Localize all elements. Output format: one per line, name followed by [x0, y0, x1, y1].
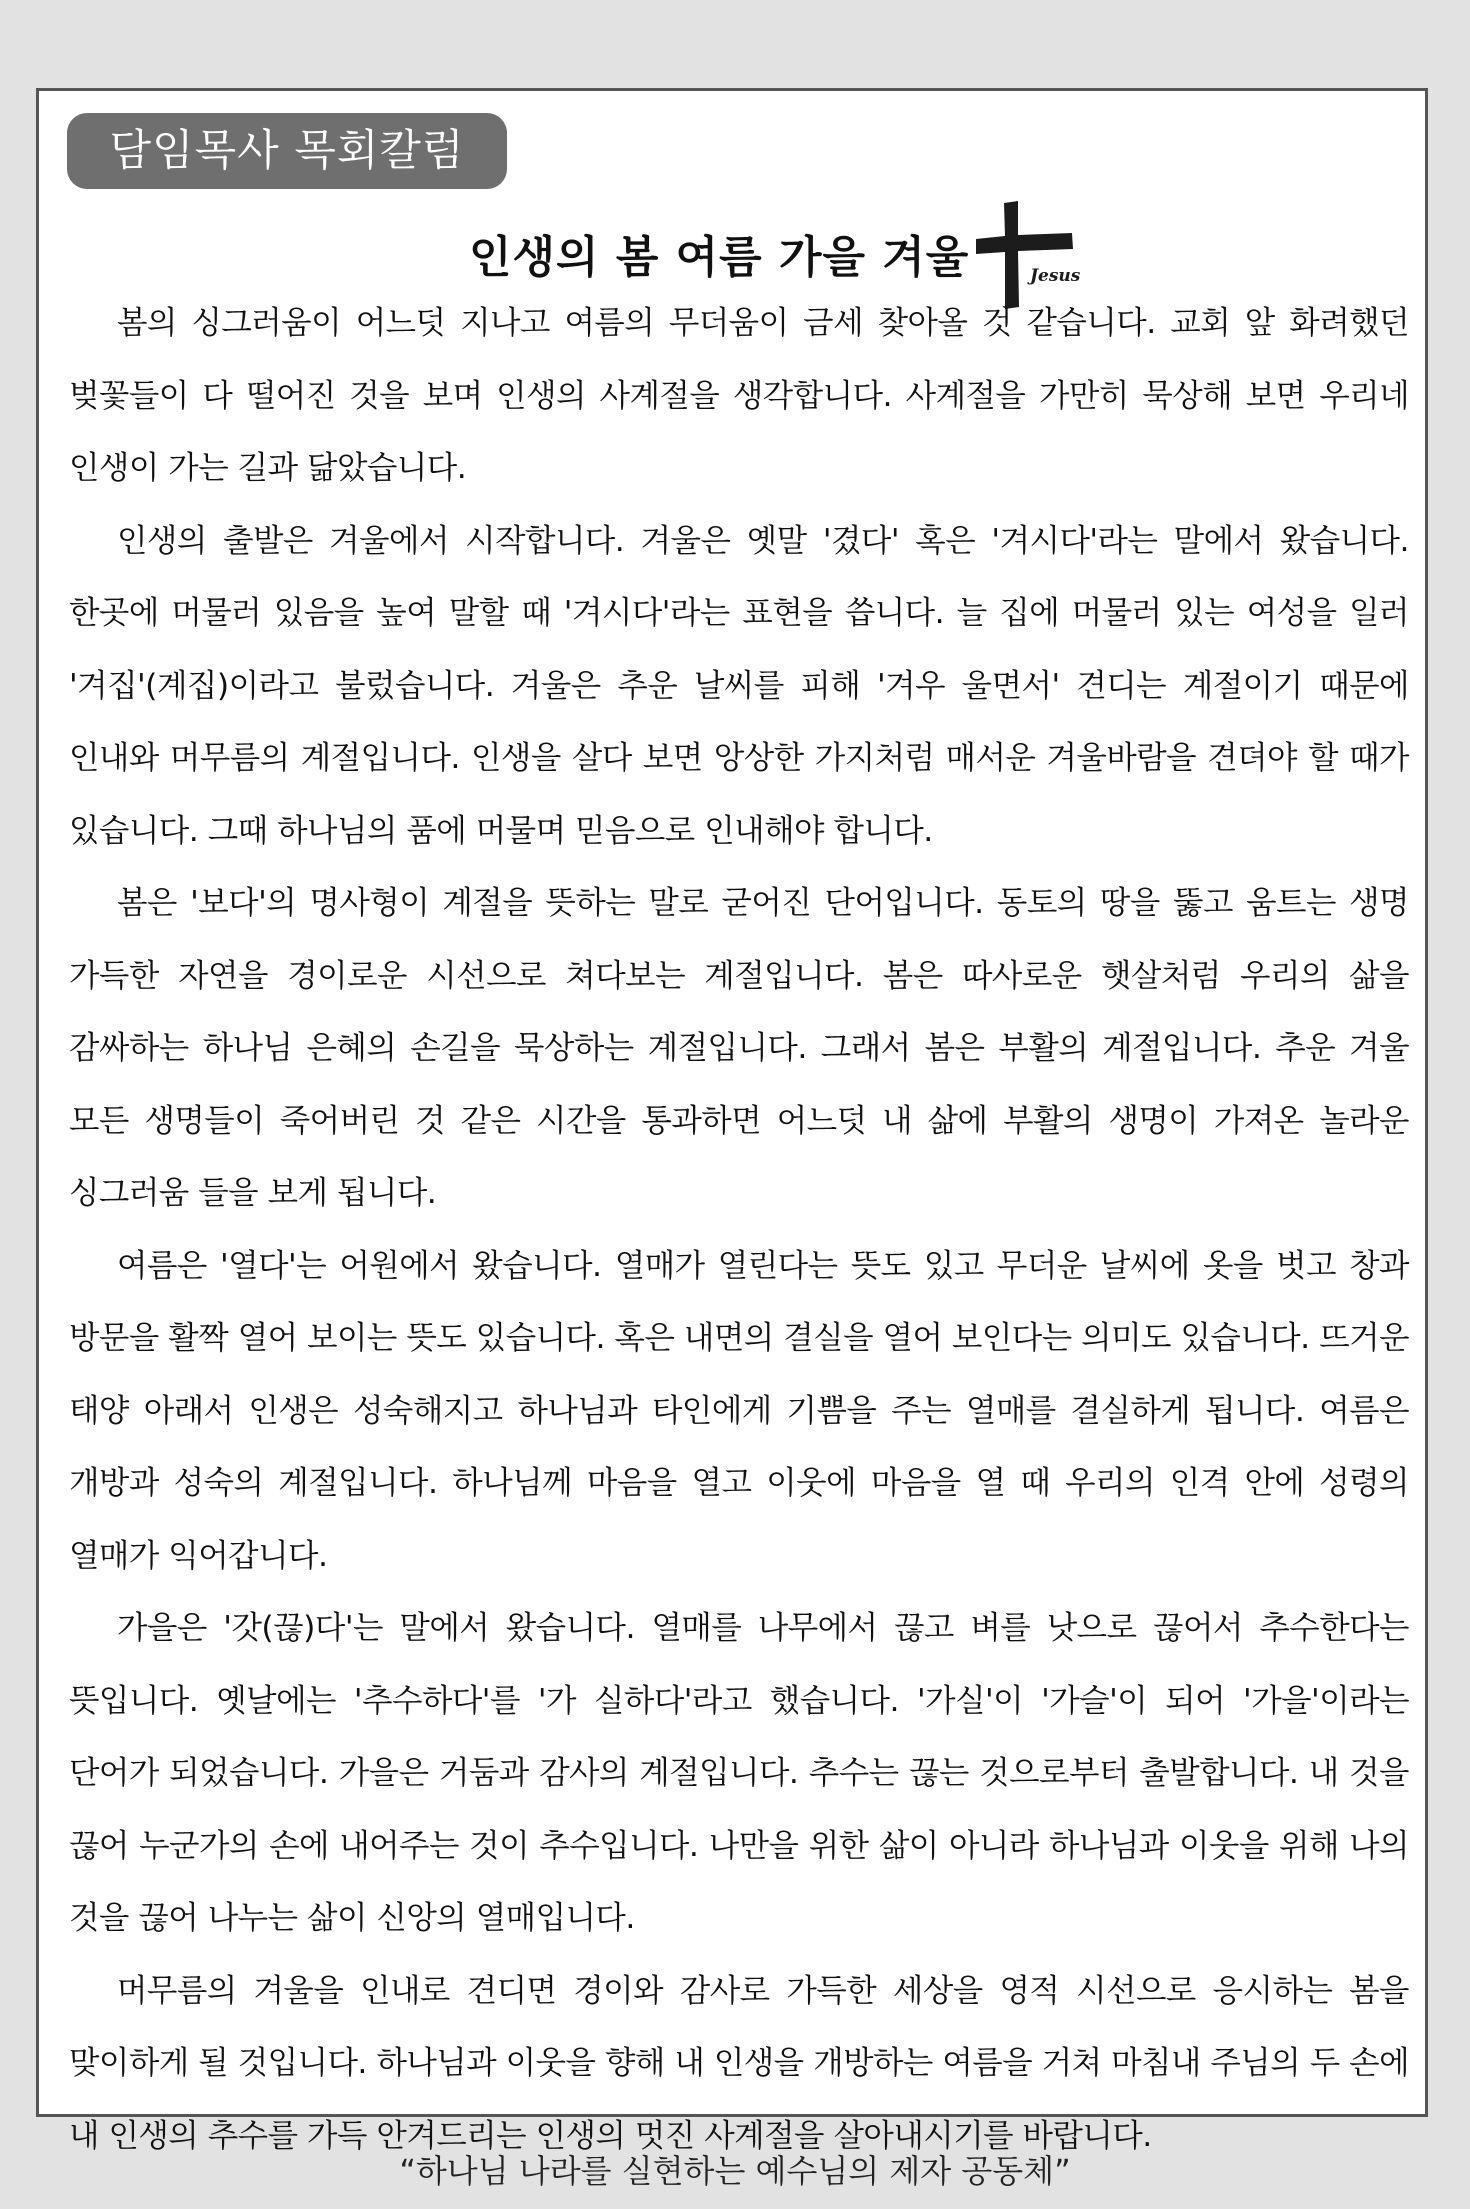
article-title: 인생의 봄 여름 가을 겨울: [469, 232, 970, 283]
cross-emblem-text: Jesus: [1030, 266, 1081, 286]
paragraph-summer: 여름은 '열다'는 어원에서 왔습니다. 열매가 열린다는 뜻도 있고 무더운 날씨에 옷을 벗고 창과 방문을 활짝 열어 보이는 뜻도 있습니다. 혹은 내면의 결실을 열어 보인다는 의미도 있습니다. 뜨거운 태양 아래서 인생은 성숙해지고 하나님과 타인에게 기쁨을 주는 열매를 결실하게 됩니다. 여름은 개방과 성숙의 계절입니다. 하나님께 마음을 열고 이웃에 마음을 열 때 우리의 인격 안에 성령의 열매가 익어갑니다.: [69, 1247, 1409, 1574]
column-frame: [36, 88, 1428, 2154]
paragraph-conclusion: 머무름의 겨울을 인내로 견디면 경이와 감사로 가득한 세상을 영적 시선으로 응시하는 봄을 맞이하게 될 것입니다. 하나님과 이웃을 향해 내 인생을 개방하는 여름을 거쳐 마침내 주님의 두 손에 내 인생의 추수를 가득 안겨드리는 인생의 멋진 사계절을 살아내시기를 바랍니다.: [69, 1972, 1409, 2154]
section-label-badge: 담임목사 목회칼럼: [67, 113, 507, 189]
paragraph-spring: 봄은 '보다'의 명사형이 계절을 뜻하는 말로 굳어진 단어입니다. 동토의 땅을 뚫고 움트는 생명 가득한 자연을 경이로운 시선으로 쳐다보는 계절입니다. 봄은 따사로운 햇살처럼 우리의 삶을 감싸하는 하나님 은혜의 손길을 묵상하는 계절입니다. 그래서 봄은 부활의 계절입니다. 추운 겨울 모든 생명들이 죽어버린 것 같은 시간을 통과하면 어느덧 내 삶에 부활의 생명이 가져온 놀라운 싱그러움 들을 보게 됩니다.: [69, 885, 1409, 1211]
paragraph-autumn: 가을은 '갓(끊)다'는 말에서 왔습니다. 열매를 나무에서 끊고 벼를 낫으로 끊어서 추수한다는 뜻입니다. 옛날에는 '추수하다'를 '가 실하다'라고 했습니다. '가실'이 '가슬'이 되어 '가을'이라는 단어가 되었습니다. 가을은 거둠과 감사의 계절입니다. 추수는 끊는 것으로부터 출발합니다. 내 것을 끊어 누군가의 손에 내어주는 것이 추수입니다. 나만을 위한 삶이 아니라 하나님과 이웃을 위해 나의 것을 끊어 나누는 삶이 신앙의 열매입니다.: [69, 1610, 1409, 1936]
paragraph-winter: 인생의 출발은 겨울에서 시작합니다. 겨울은 옛말 '겼다' 혹은 '겨시다'라는 말에서 왔습니다. 한곳에 머물러 있음을 높여 말할 때 '겨시다'라는 표현을 씁니다. 늘 집에 머물러 있는 여성을 일러 '겨집'(계집)이라고 불렀습니다. 겨울은 추운 날씨를 피해 '겨우 울면서' 견디는 계절이기 때문에 인내와 머무름의 계절입니다. 인생을 살다 보면 앙상한 가지처럼 매서운 겨울바람을 견뎌야 할 때가 있습니다. 그때 하나님의 품에 머물며 믿음으로 인내해야 합니다.: [69, 522, 1409, 849]
article-body: [69, 287, 1409, 2172]
church-motto: “하나님 나라를 실현하는 예수님의 제자 공동체”: [399, 2152, 1071, 2190]
paragraph-intro: 봄의 싱그러움이 어느덧 지나고 여름의 무더움이 금세 찾아올 것 같습니다. 교회 앞 화려했던 벚꽃들이 다 떨어진 것을 보며 인생의 사계절을 생각합니다. 사계절을 가만히 묵상해 보면 우리네 인생이 가는 길과 닮았습니다.: [69, 305, 1409, 486]
